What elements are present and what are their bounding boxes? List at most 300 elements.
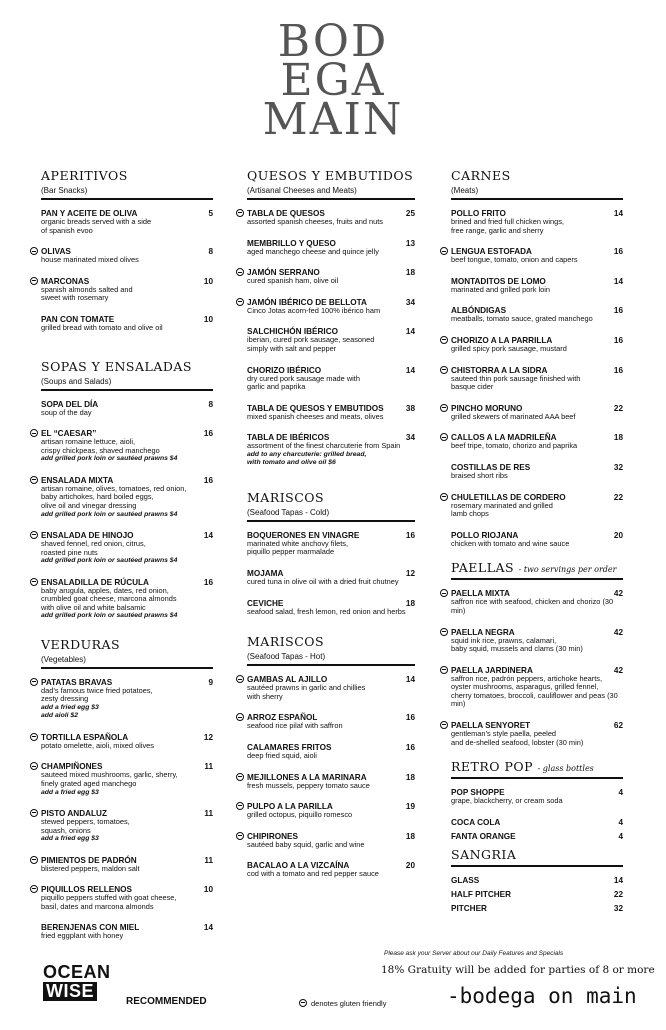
section-subtitle: (Vegetables) [41, 654, 86, 664]
menu-item-name: ARROZ ESPAÑOL [247, 713, 318, 723]
menu-item-description: chicken with tomato and wine sauce [451, 538, 570, 548]
section-aperitivos [41, 168, 213, 333]
menu-item [451, 818, 623, 827]
gf-legend-text: denotes gluten friendly [311, 999, 387, 1008]
menu-item-name: PULPO A LA PARILLA [247, 802, 333, 812]
menu-item [451, 890, 623, 899]
section-title [247, 634, 415, 649]
gluten-friendly-icon [440, 589, 448, 597]
menu-item-description: oyster mushrooms, asparagus, grilled fennel, [451, 682, 599, 692]
menu-item-name: POLLO RIOJANA [451, 530, 519, 540]
menu-item [41, 885, 213, 911]
menu-item-name: PINCHO MORUNO [451, 403, 523, 413]
logo-line: MAIN [262, 94, 404, 145]
menu-item [451, 366, 623, 392]
menu-item-description: sauteed thin pork sausage finished with [451, 373, 581, 383]
menu-item-description: baby squid, mussels and clams (30 min) [451, 644, 583, 654]
menu-item-name: CHAMPIÑONES [41, 762, 103, 772]
menu-item-name: CALAMARES FRITOS [247, 742, 332, 752]
menu-item-name: CHORIZO IBÉRICO [247, 365, 322, 375]
menu-item-description: lamb chops [451, 509, 489, 519]
brand-signature: -bodega on main [447, 984, 637, 1008]
menu-item-name: TABLA DE IBÉRICOS [247, 433, 330, 443]
menu-item-description: gentleman’s style paella, peeled [451, 729, 557, 739]
menu-item-description: garlic and paprika [247, 382, 306, 392]
menu-item-name: JAMÓN IBÉRICO DE BELLOTA [247, 297, 367, 307]
menu-item [247, 569, 415, 587]
menu-item [451, 433, 623, 451]
menu-item-description: saffron rice with seafood, chicken and chorizo (30 min) [451, 597, 614, 615]
gluten-friendly-icon [30, 885, 38, 893]
menu-item-price: 16 [203, 429, 213, 439]
menu-item-description: simply with salt and pepper [247, 343, 337, 353]
menu-item-description: baby arugula, apples, dates, red onion, [41, 585, 169, 595]
menu-item [247, 209, 415, 227]
server-note: Please ask your Server about our Daily Features and Specials [384, 950, 564, 957]
menu-item-price: 14 [203, 530, 213, 540]
menu-item-price: 14 [203, 923, 213, 933]
menu-item [451, 788, 623, 806]
menu-item-price: 13 [405, 238, 415, 248]
gluten-friendly-icon [236, 209, 244, 217]
section-title [451, 168, 623, 183]
gluten-friendly-icon [30, 578, 38, 586]
restaurant-logo [0, 16, 666, 145]
menu-item [41, 277, 213, 303]
menu-item-addon: add grilled pork loin or sautéed prawns $4 [41, 557, 178, 565]
menu-item-name: COCA COLA [451, 817, 501, 827]
menu-item-description: roasted pine nuts [41, 547, 98, 557]
gluten-friendly-icon [236, 268, 244, 276]
menu-item [451, 721, 623, 747]
menu-item [41, 476, 213, 519]
menu-item-description: cured tuna in olive oil with a dried fruit chutney [247, 576, 399, 586]
menu-item-addon: add grilled pork loin or sautéed prawns $4 [41, 510, 178, 518]
menu-item-name: TABLA DE QUESOS Y EMBUTIDOS [247, 403, 384, 413]
menu-item-price: 4 [618, 817, 623, 827]
gluten-friendly-icon [30, 762, 38, 770]
gluten-friendly-icon [30, 429, 38, 437]
menu-item-description: free range, garlic and sherry [451, 225, 544, 235]
menu-item-description: of spanish evoo [41, 225, 93, 235]
menu-item-name: MARCONAS [41, 276, 90, 286]
menu-item-price: 14 [613, 276, 623, 286]
menu-item-price: 16 [613, 247, 623, 257]
menu-item-price: 16 [613, 335, 623, 345]
menu-item-name: JAMÓN SERRANO [247, 268, 320, 278]
menu-item-description: artisan romaine, olives, tomatoes, red onion, [41, 483, 187, 493]
menu-item-description: beef tongue, tomato, onion and capers [451, 255, 578, 265]
menu-item-price: 34 [405, 433, 415, 443]
logo-line: EGA [280, 55, 386, 106]
gluten-friendly-icon [440, 721, 448, 729]
menu-item-description: sautéed baby squid, garlic and wine [247, 839, 365, 849]
menu-item-price: 18 [405, 268, 415, 278]
section-mariscos-cold [247, 490, 415, 616]
gratuity-note: 18% Gratuity will be added for parties of 8 or more [381, 964, 655, 976]
menu-item [41, 429, 213, 464]
menu-item [247, 832, 415, 850]
menu-item-description: organic breads served with a side [41, 217, 152, 226]
menu-item-description: cherry tomatoes, broccoli, cauliflower and peas (30 min) [451, 690, 618, 709]
section-title [41, 359, 213, 374]
section-mariscos-hot [247, 634, 415, 879]
menu-item-price: 11 [204, 762, 213, 772]
menu-item-price: 12 [405, 568, 415, 578]
menu-item [41, 762, 213, 797]
section-retro-pop [451, 759, 623, 841]
menu-item-name: CALLOS A LA MADRILEÑA [451, 433, 557, 443]
menu-item-description: with sherry [247, 691, 283, 701]
menu-item [247, 743, 415, 761]
gluten-friendly-icon [440, 404, 448, 412]
menu-item-price: 16 [613, 306, 623, 316]
menu-item-price: 20 [405, 861, 415, 871]
menu-item-price: 38 [405, 403, 415, 413]
menu-item-name: OLIVAS [41, 247, 71, 257]
menu-item-description: assortment of the finest charcuterie from Spain [247, 441, 401, 451]
menu-item-name: TABLA DE QUESOS [247, 209, 325, 218]
section-title-text: APERITIVOS [41, 168, 128, 183]
menu-item-price: 42 [613, 665, 623, 675]
menu-item-addon: add aioli $2 [41, 712, 79, 720]
menu-item-name: PAELLA MIXTA [451, 589, 510, 599]
menu-item-name: BOQUERONES EN VINAGRE [247, 530, 360, 540]
menu-item-description: sauteed mixed mushrooms, garlic, sherry, [41, 770, 178, 780]
menu-item [41, 578, 213, 621]
menu-item-price: 42 [613, 589, 623, 599]
menu-item-name: BACALAO A LA VIZCAÍNA [247, 861, 350, 871]
menu-item [41, 678, 213, 721]
menu-item-name: GAMBAS AL AJILLO [247, 675, 328, 685]
menu-item-price: 16 [405, 713, 415, 723]
menu-item-name: SALCHICHÓN IBÉRICO [247, 327, 338, 337]
menu-item-name: PAN CON TOMATE [41, 314, 115, 324]
menu-item-name: POLLO FRITO [451, 209, 506, 218]
menu-item-name: CHIPIRONES [247, 831, 298, 841]
gluten-friendly-icon [30, 733, 38, 741]
menu-item [451, 493, 623, 519]
menu-item-price: 4 [618, 788, 623, 798]
menu-item-name: EL “CAESAR” [41, 429, 97, 439]
section-divider [41, 667, 213, 669]
menu-item [247, 268, 415, 286]
ocean-wise-wise: WISE [43, 982, 97, 1001]
section-title-text: VERDURAS [41, 636, 121, 652]
menu-item-description: potato omelette, aioli, mixed olives [41, 740, 154, 750]
menu-item-price: 16 [405, 530, 415, 540]
section-subtitle: (Artisanal Cheeses and Meats) [247, 186, 357, 195]
gluten-friendly-icon [440, 366, 448, 374]
section-divider [451, 865, 623, 867]
menu-item-description: meatballs, tomato sauce, grated manchego [451, 314, 593, 324]
menu-item-name: GLASS [451, 875, 480, 885]
menu-item-description: piquillo pepper marmalade [247, 547, 335, 557]
menu-item-description: Cinco Jotas acorn-fed 100% ibérico ham [247, 305, 381, 315]
menu-item-price: 16 [203, 475, 213, 485]
section-divider [451, 578, 623, 580]
gluten-friendly-icon [30, 809, 38, 817]
menu-item-price: 19 [405, 802, 415, 812]
menu-item-addon: add a fried egg $3 [41, 835, 99, 843]
section-title-text: RETRO POP [451, 759, 534, 775]
menu-item [247, 404, 415, 422]
gluten-friendly-icon [30, 856, 38, 864]
menu-item [41, 531, 213, 566]
menu-item-description: crispy chickpeas, shaved manchego [41, 445, 160, 455]
section-title [41, 637, 213, 652]
menu-item [41, 733, 213, 751]
menu-item-name: TORTILLA ESPAÑOLA [41, 732, 129, 742]
menu-item-name: PISTO ANDALUZ [41, 808, 107, 818]
ocean-wise-ocean: OCEAN [43, 962, 111, 982]
menu-item-description: dry cured pork sausage made with [247, 373, 360, 383]
menu-item-price: 10 [203, 276, 213, 286]
section-title-text: CARNES [451, 168, 511, 183]
menu-item-description: finely grated aged manchego [41, 778, 137, 788]
menu-item-description: fresh mussels, peppery tomato sauce [247, 780, 370, 790]
menu-item [247, 599, 415, 617]
menu-item [451, 247, 623, 265]
menu-item-description: aged manchego cheese and quince jelly [247, 246, 379, 256]
section-sopas [41, 359, 213, 621]
menu-item-description: stewed peppers, tomatoes, [41, 816, 130, 826]
menu-item-name: CEVICHE [247, 598, 284, 608]
menu-item-description: mixed spanish cheeses and meats, olives [247, 411, 384, 421]
menu-item [451, 628, 623, 654]
menu-item-description: marinated and grilled pork loin [451, 284, 551, 294]
menu-item-description: crumbled goat cheese, marcona almonds [41, 594, 177, 604]
menu-item-addon: add grilled pork loin or sautéed prawns $4 [41, 455, 178, 463]
menu-item-description: zesty dressing [41, 694, 89, 704]
menu-item-name: CHULETILLAS DE CORDERO [451, 492, 566, 502]
menu-item [451, 306, 623, 324]
section-title-text: MARISCOS [247, 489, 325, 505]
section-title-text: QUESOS Y EMBUTIDOS [247, 168, 414, 183]
menu-item-name: SOPA DEL DÍA [41, 399, 99, 409]
menu-item-name: HALF PITCHER [451, 889, 512, 899]
menu-column-middle [247, 168, 415, 891]
gluten-friendly-icon [236, 298, 244, 306]
menu-item-price: 62 [613, 721, 623, 731]
section-title-text: PAELLAS [451, 560, 515, 576]
section-subtitle: (Seafood Tapas - Hot) [247, 652, 326, 662]
menu-item-description: rosemary marinated and grilled [451, 500, 553, 510]
menu-item-name: CHISTORRA A LA SIDRA [451, 365, 548, 375]
menu-item [247, 239, 415, 257]
menu-item [41, 209, 213, 235]
gluten-friendly-icon [440, 336, 448, 344]
gluten-friendly-icon [440, 493, 448, 501]
menu-item-description: and de-shelled seafood, lobster (30 min) [451, 737, 584, 747]
menu-item-name: MOJAMA [247, 568, 284, 578]
menu-item-description: basque cider [451, 382, 494, 392]
menu-item-addon: add grilled pork loin or sautéed prawns $4 [41, 612, 178, 620]
menu-item-description: baby artichokes, hard boiled eggs, [41, 492, 154, 502]
menu-item-price: 16 [203, 577, 213, 587]
section-subtitle: (Seafood Tapas - Cold) [247, 507, 330, 517]
menu-item [247, 773, 415, 791]
menu-item-price: 9 [208, 677, 213, 687]
menu-item-description: iberian, cured pork sausage, seasoned [247, 335, 375, 345]
menu-item-name: PIQUILLOS RELLENOS [41, 885, 132, 895]
menu-item-description: seafood rice pilaf with saffron [247, 721, 343, 731]
section-carnes [451, 168, 623, 548]
menu-item-price: 4 [618, 831, 623, 841]
section-divider [247, 198, 415, 200]
menu-item-addon: with tomato and olive oil $6 [247, 459, 336, 467]
menu-item [247, 327, 415, 353]
logo-line: BOD [277, 16, 389, 67]
menu-item [451, 277, 623, 295]
menu-item-description: shaved fennel, red onion, citrus, [41, 538, 146, 548]
menu-item-description: spanish almonds salted and [41, 284, 133, 294]
menu-item-name: PAN Y ACEITE DE OLIVA [41, 209, 138, 218]
menu-item-price: 34 [405, 297, 415, 307]
menu-item-name: PAELLA NEGRA [451, 627, 515, 637]
menu-item [41, 923, 213, 941]
menu-item-description: grilled octopus, piquillo romesco [247, 810, 353, 820]
menu-item-description: grilled bread with tomato and olive oil [41, 322, 163, 332]
gluten-friendly-icon [440, 247, 448, 255]
menu-item-description: dad’s famous twice fried potatoes, [41, 685, 153, 695]
menu-item-description: artisan romaine lettuce, aioli, [41, 437, 136, 447]
menu-item-description: basil, dates and marcona almonds [41, 901, 154, 911]
menu-item-description: with olive oil and white balsamic [41, 602, 146, 612]
menu-item-price: 22 [613, 403, 623, 413]
menu-item-description: seafood salad, fresh lemon, red onion and herbs [247, 606, 406, 616]
section-title [41, 168, 213, 183]
section-title [451, 560, 623, 575]
menu-item-description: olive oil and vinegar dressing [41, 500, 137, 510]
section-divider [41, 389, 213, 391]
gluten-friendly-icon [30, 678, 38, 686]
menu-item [41, 400, 213, 418]
gluten-friendly-icon [236, 802, 244, 810]
menu-item-price: 18 [613, 433, 623, 443]
menu-item-description: squid ink rice, prawns, calamari, [451, 635, 557, 645]
section-title [247, 168, 415, 183]
gluten-friendly-icon [236, 713, 244, 721]
section-title-note: - glass bottles [537, 764, 594, 774]
menu-item [451, 876, 623, 885]
menu-item [451, 404, 623, 422]
menu-item-price: 10 [203, 885, 213, 895]
menu-item [451, 666, 623, 709]
gluten-friendly-icon [30, 247, 38, 255]
menu-item-description: grilled skewers of marinated AAA beef [451, 411, 576, 421]
menu-item-price: 25 [405, 209, 415, 218]
menu-item-description: soup of the day [41, 407, 92, 417]
section-title [451, 847, 623, 862]
menu-item-description: cured spanish ham, olive oil [247, 276, 339, 286]
gluten-friendly-icon [30, 531, 38, 539]
section-quesos [247, 168, 415, 468]
menu-item-name: PITCHER [451, 903, 487, 913]
menu-item-price: 16 [405, 742, 415, 752]
menu-item-description: squash, onions [41, 825, 91, 835]
menu-item-description: brined and fried full chicken wings, [451, 217, 564, 226]
section-subtitle: (Bar Snacks) [41, 186, 88, 195]
menu-item-description: sweet with rosemary [41, 293, 109, 303]
menu-item-name: MONTADITOS DE LOMO [451, 276, 546, 286]
menu-item-price: 14 [613, 875, 623, 885]
menu-item-description: fried eggplant with honey [41, 931, 124, 941]
menu-item-price: 18 [405, 831, 415, 841]
menu-item-price: 42 [613, 627, 623, 637]
menu-item-description: braised short ribs [451, 470, 508, 480]
menu-item-name: PIMIENTOS DE PADRÓN [41, 855, 137, 865]
menu-item [247, 675, 415, 701]
menu-item [247, 713, 415, 731]
menu-item-description: saffron rice, padrón peppers, artichoke hearts, [451, 673, 603, 683]
menu-item-price: 14 [405, 675, 415, 685]
menu-item-name: PAELLA SENYORET [451, 721, 531, 731]
menu-item-name: ENSALADILLA DE RÚCULA [41, 577, 149, 587]
section-divider [41, 198, 213, 200]
menu-item-price: 14 [405, 365, 415, 375]
menu-item-description: grilled spicy pork sausage, mustard [451, 343, 567, 353]
section-title [247, 490, 415, 505]
menu-item [247, 366, 415, 392]
gluten-friendly-icon [30, 476, 38, 484]
menu-item-description: beef tripe, tomato, chorizo and paprika [451, 441, 578, 451]
section-sangria [451, 847, 623, 913]
gluten-friendly-icon [236, 832, 244, 840]
menu-item [41, 809, 213, 844]
section-title-text: MARISCOS [247, 634, 325, 650]
menu-item-addon: add a fried egg $3 [41, 703, 99, 711]
menu-item-name: LENGUA ESTOFADA [451, 247, 532, 257]
ocean-wise-recommended: RECOMMENDED [126, 996, 207, 1007]
menu-item-name: POP SHOPPE [451, 788, 505, 798]
gluten-friendly-icon [299, 999, 307, 1007]
gluten-friendly-icon [440, 666, 448, 674]
menu-item [247, 861, 415, 879]
menu-item-name: PAELLA JARDINERA [451, 665, 533, 675]
menu-item [247, 433, 415, 467]
menu-item-description: deep fried squid, aioli [247, 750, 317, 760]
menu-item-name: FANTA ORANGE [451, 831, 516, 841]
section-divider [247, 520, 415, 522]
gluten-friendly-icon [30, 277, 38, 285]
menu-item-price: 5 [208, 209, 213, 218]
menu-item-addon: add a fried egg $3 [41, 788, 99, 796]
menu-item-name: MEJILLONES A LA MARINARA [247, 772, 367, 782]
section-title-text: SOPAS Y ENSALADAS [41, 358, 192, 374]
section-title-text: SANGRIA [451, 846, 517, 862]
menu-item-price: 18 [405, 772, 415, 782]
menu-item-name: ALBÓNDIGAS [451, 306, 507, 316]
menu-item-description: cod with a tomato and red pepper sauce [247, 869, 379, 879]
menu-item-price: 14 [613, 209, 623, 218]
menu-item-price: 16 [613, 365, 623, 375]
section-title-note: - two servings per order [518, 565, 617, 575]
menu-item-price: 32 [613, 903, 623, 913]
menu-item [451, 336, 623, 354]
ocean-wise-logo [43, 963, 111, 1001]
gluten-friendly-icon [440, 433, 448, 441]
menu-item [41, 315, 213, 333]
menu-item [451, 531, 623, 549]
section-title [451, 759, 623, 774]
menu-item-name: BERENJENAS CON MIEL [41, 923, 140, 933]
menu-item [247, 531, 415, 557]
menu-item-price: 10 [203, 314, 213, 324]
section-verduras [41, 637, 213, 941]
gluten-friendly-icon [440, 628, 448, 636]
menu-item [247, 802, 415, 820]
